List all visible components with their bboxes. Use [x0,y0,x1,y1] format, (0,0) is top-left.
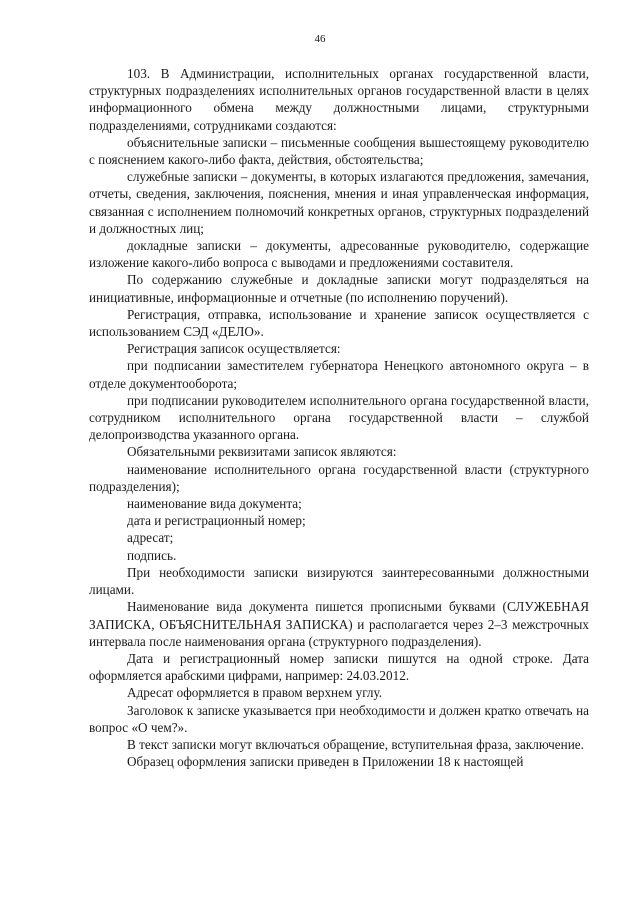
paragraph: В текст записки могут включаться обращение, вступительная фраза, заключение. [127,736,584,752]
paragraph: при подписании заместителем губернатора Ненецкого автономного округа – в отделе документооборота; [89,358,589,391]
paragraph: По содержанию служебные и докладные записки могут подразделяться на инициативные, информационные и отчетные (по исполнению поручений). [89,272,589,305]
paragraph: Регистрация, отправка, использование и хранение записок осуществляется с использованием СЭД «ДЕЛО». [89,306,589,340]
paragraph: Адресат оформляется в правом верхнем углу. [127,685,383,701]
paragraph: Образец оформления записки приведен в Приложении 18 к настоящей [127,754,524,770]
paragraph: Регистрация записок осуществляется: [127,341,341,357]
paragraph: при подписании руководителем исполнительного органа государственной власти, сотрудником исполнительного органа государственной власти – службой делопроизводства указанного органа. [89,392,589,443]
paragraph: служебные записки – документы, в которых излагаются предложения, замечания, отчеты, сведения, заключения, пояснения, мнения и иная управленческая информация, связанная с исполнением полномочий конкретных органов, структурных подразделений и должностных лиц; [89,169,589,236]
paragraph: При необходимости записки визируются заинтересованными должностными лицами. [89,564,589,598]
paragraph: наименование исполнительного органа государственной власти (структурного подразделения); [89,461,589,494]
paragraph: 103. В Администрации, исполнительных органах государственной власти, структурных подразделениях исполнительных органов государственной власти в целях информационного обмена между должностными лицами, структурными подразделениями, сотрудниками создаются: [89,66,589,133]
document-body [89,65,589,770]
paragraph: объяснительные записки – письменные сообщения вышестоящему руководителю с пояснением какого-либо факта, действия, обстоятельства; [89,134,589,168]
paragraph: дата и регистрационный номер; [127,513,306,529]
paragraph: Обязательными реквизитами записок являются: [127,444,397,460]
paragraph: адресат; [127,530,174,546]
paragraph: Наименование вида документа пишется прописными буквами (СЛУЖЕБНАЯ ЗАПИСКА, ОБЪЯСНИТЕЛЬНАЯ ЗАПИСКА) и располагается через 2–3 межстрочных интервала после наименования органа (структурного подразделения). [89,599,589,649]
page-number: 46 [314,33,326,45]
paragraph: подпись. [127,547,177,563]
paragraph: наименование вида документа; [127,496,302,512]
paragraph: Дата и регистрационный номер записки пишутся на одной строке. Дата оформляется арабскими цифрами, например: 24.03.2012. [89,650,589,684]
paragraph: Заголовок к записке указывается при необходимости и должен кратко отвечать на вопрос «О чем?». [89,702,589,735]
paragraph: докладные записки – документы, адресованные руководителю, содержащие изложение какого-либо вопроса с выводами и предложениями составителя. [89,238,589,271]
